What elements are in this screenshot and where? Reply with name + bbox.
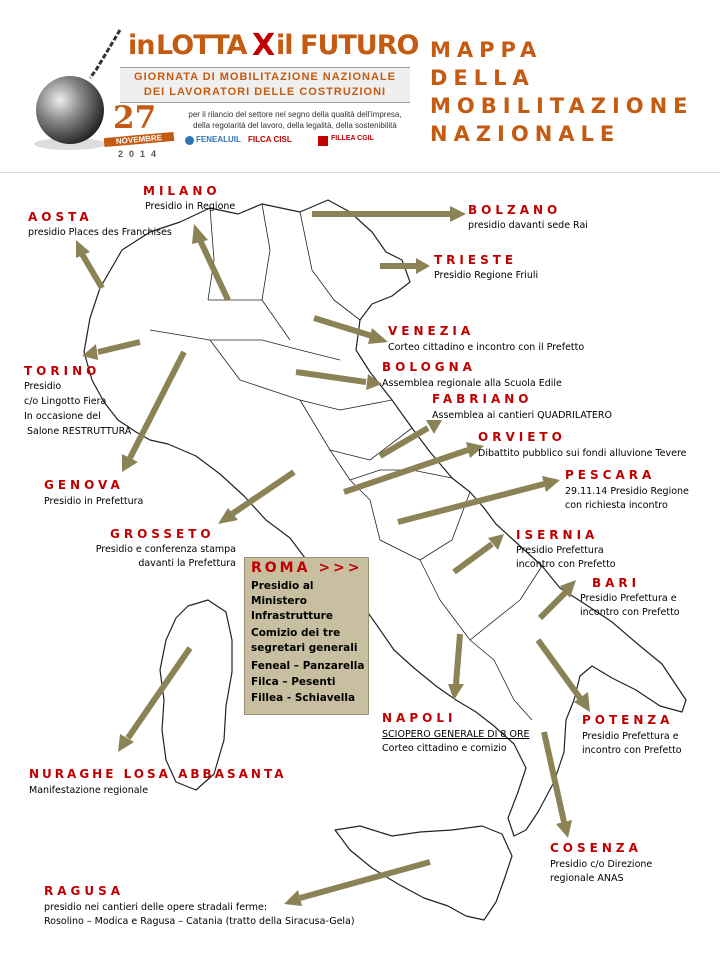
city-torino: TORINO <box>24 364 101 378</box>
arrow-aosta <box>76 240 102 288</box>
logo-futuro: FUTURO <box>300 30 419 61</box>
desc-roma-8: Fillea - Schiavella <box>251 692 356 704</box>
title-line-3: MOBILITAZIONE <box>430 94 694 118</box>
city-fabriano: FABRIANO <box>432 392 533 406</box>
city-cosenza: COSENZA <box>550 841 642 855</box>
desc-bari-1: Presidio Prefettura e <box>580 593 677 604</box>
desc-torino-4: Salone RESTRUTTURA <box>27 426 132 437</box>
arrow-napoli <box>448 634 464 700</box>
union-feneal: FENEALUIL <box>196 135 241 144</box>
logo-il: il <box>276 30 293 61</box>
logo-year: 2014 <box>118 149 163 159</box>
city-bologna: BOLOGNA <box>382 360 476 374</box>
arrow-cosenza <box>544 732 572 838</box>
city-orvieto: ORVIETO <box>478 430 566 444</box>
arrow-fabriano <box>380 420 442 456</box>
desc-aosta: presidio Places des Franchises <box>28 227 172 238</box>
desc-genova: Presidio in Prefettura <box>44 496 144 507</box>
desc-roma-6: Feneal – Panzarella <box>251 660 365 672</box>
city-venezia: VENEZIA <box>388 324 475 338</box>
desc-pescara-2: con richiesta incontro <box>565 500 668 511</box>
arrow-genova <box>122 352 184 472</box>
desc-roma-7: Filca – Pesenti <box>251 676 336 688</box>
logo-band-line1: GIORNATA DI MOBILITAZIONE NAZIONALE <box>134 71 396 83</box>
city-ragusa: RAGUSA <box>44 884 125 898</box>
desc-venezia: Corteo cittadino e incontro con il Prefetto <box>388 342 585 353</box>
desc-napoli-1: SCIOPERO GENERALE DI 8 ORE <box>382 729 530 740</box>
arrow-venezia <box>314 318 388 344</box>
desc-fabriano: Assemblea ai cantieri QUADRILATERO <box>432 410 612 421</box>
city-nuraghe: NURAGHE LOSA ABBASANTA <box>29 767 287 781</box>
logo-band-line2: DEI LAVORATORI DELLE COSTRUZIONI <box>143 86 387 98</box>
arrow-torino <box>82 342 140 360</box>
desc-napoli-2: Corteo cittadino e comizio <box>382 743 507 754</box>
city-trieste: TRIESTE <box>434 253 518 267</box>
arrow-grosseto <box>218 472 294 524</box>
union-fillea: FILLEA CGIL <box>331 135 374 142</box>
logo-day: 27 <box>113 100 157 136</box>
city-genova: GENOVA <box>44 478 124 492</box>
city-bari: BARI <box>592 576 641 590</box>
arrow-pescara <box>398 476 560 522</box>
desc-nuraghe: Manifestazione regionale <box>29 785 149 796</box>
city-grosseto: GROSSETO <box>110 527 215 541</box>
city-isernia: ISERNIA <box>516 528 599 542</box>
city-potenza: POTENZA <box>582 713 674 727</box>
desc-isernia-1: Presidio Prefettura <box>516 545 604 556</box>
desc-roma-3: Infrastrutture <box>251 610 333 622</box>
logo-x: X <box>252 28 275 63</box>
desc-torino-2: c/o Lingotto Fiera <box>24 396 107 407</box>
sicily-outline <box>335 826 512 920</box>
desc-torino-3: In occasione del <box>24 411 101 422</box>
sardinia-outline <box>160 600 232 790</box>
desc-orvieto: Dibattito pubblico sui fondi alluvione Tevere <box>478 448 687 459</box>
arrow-potenza <box>538 640 590 712</box>
title-line-4: NAZIONALE <box>430 122 621 146</box>
desc-bologna: Assemblea regionale alla Scuola Edile <box>382 378 562 389</box>
desc-bari-2: incontro con Prefetto <box>580 607 680 618</box>
desc-torino-1: Presidio <box>24 381 62 392</box>
desc-isernia-2: incontro con Prefetto <box>516 559 616 570</box>
desc-roma-2: Ministero <box>251 595 307 607</box>
desc-bolzano: presidio davanti sede Rai <box>468 220 588 231</box>
arrow-isernia <box>454 534 504 572</box>
roma-box <box>244 557 369 715</box>
city-pescara: PESCARA <box>565 468 656 482</box>
logo-in: in <box>128 30 155 61</box>
city-napoli: NAPOLI <box>382 711 457 725</box>
union-filca: FILCA CISL <box>248 135 292 144</box>
arrow-orvieto <box>344 442 484 492</box>
desc-cosenza-1: Presidio c/o Direzione <box>550 859 653 870</box>
title-line-2: DELLA <box>430 66 535 90</box>
desc-pescara-1: 29.11.14 Presidio Regione <box>565 486 689 497</box>
desc-milano: Presidio in Regione <box>145 201 236 212</box>
logo-subtitle-line1: per il rilancio del settore nel segno della qualità dell'impresa, <box>188 110 402 119</box>
logo-subtitle-line2: della regolarità del lavoro, della legalità, della sostenibilità <box>193 121 397 130</box>
arrow-bologna <box>296 372 382 390</box>
arrow-ragusa <box>284 862 430 906</box>
city-aosta: AOSTA <box>28 210 93 224</box>
desc-grosseto-1: Presidio e conferenza stampa <box>95 544 236 555</box>
desc-cosenza-2: regionale ANAS <box>550 873 624 884</box>
city-milano: MILANO <box>143 184 221 198</box>
desc-ragusa-1: presidio nei cantieri delle opere stradali ferme: <box>44 902 268 913</box>
desc-potenza-1: Presidio Prefettura e <box>582 731 679 742</box>
city-roma: ROMA >>> <box>251 560 363 576</box>
desc-roma-1: Presidio al <box>251 580 314 592</box>
arrow-bolzano <box>312 206 466 222</box>
logo-month: NOVEMBRE <box>104 132 175 147</box>
desc-roma-4: Comizio dei tre <box>251 627 341 639</box>
city-bolzano: BOLZANO <box>468 203 562 217</box>
desc-trieste: Presidio Regione Friuli <box>434 270 539 281</box>
desc-ragusa-2: Rosolino – Modica e Ragusa – Catania (tratto della Siracusa-Gela) <box>44 916 355 927</box>
desc-roma-5: segretari generali <box>251 642 358 654</box>
arrow-nuraghe <box>118 648 190 752</box>
logo-lotta: LOTTA <box>156 30 247 61</box>
desc-potenza-2: incontro con Prefetto <box>582 745 682 756</box>
arrow-trieste <box>380 258 430 274</box>
title-line-1: MAPPA <box>430 38 543 62</box>
desc-grosseto-2: davanti la Prefettura <box>138 558 236 569</box>
